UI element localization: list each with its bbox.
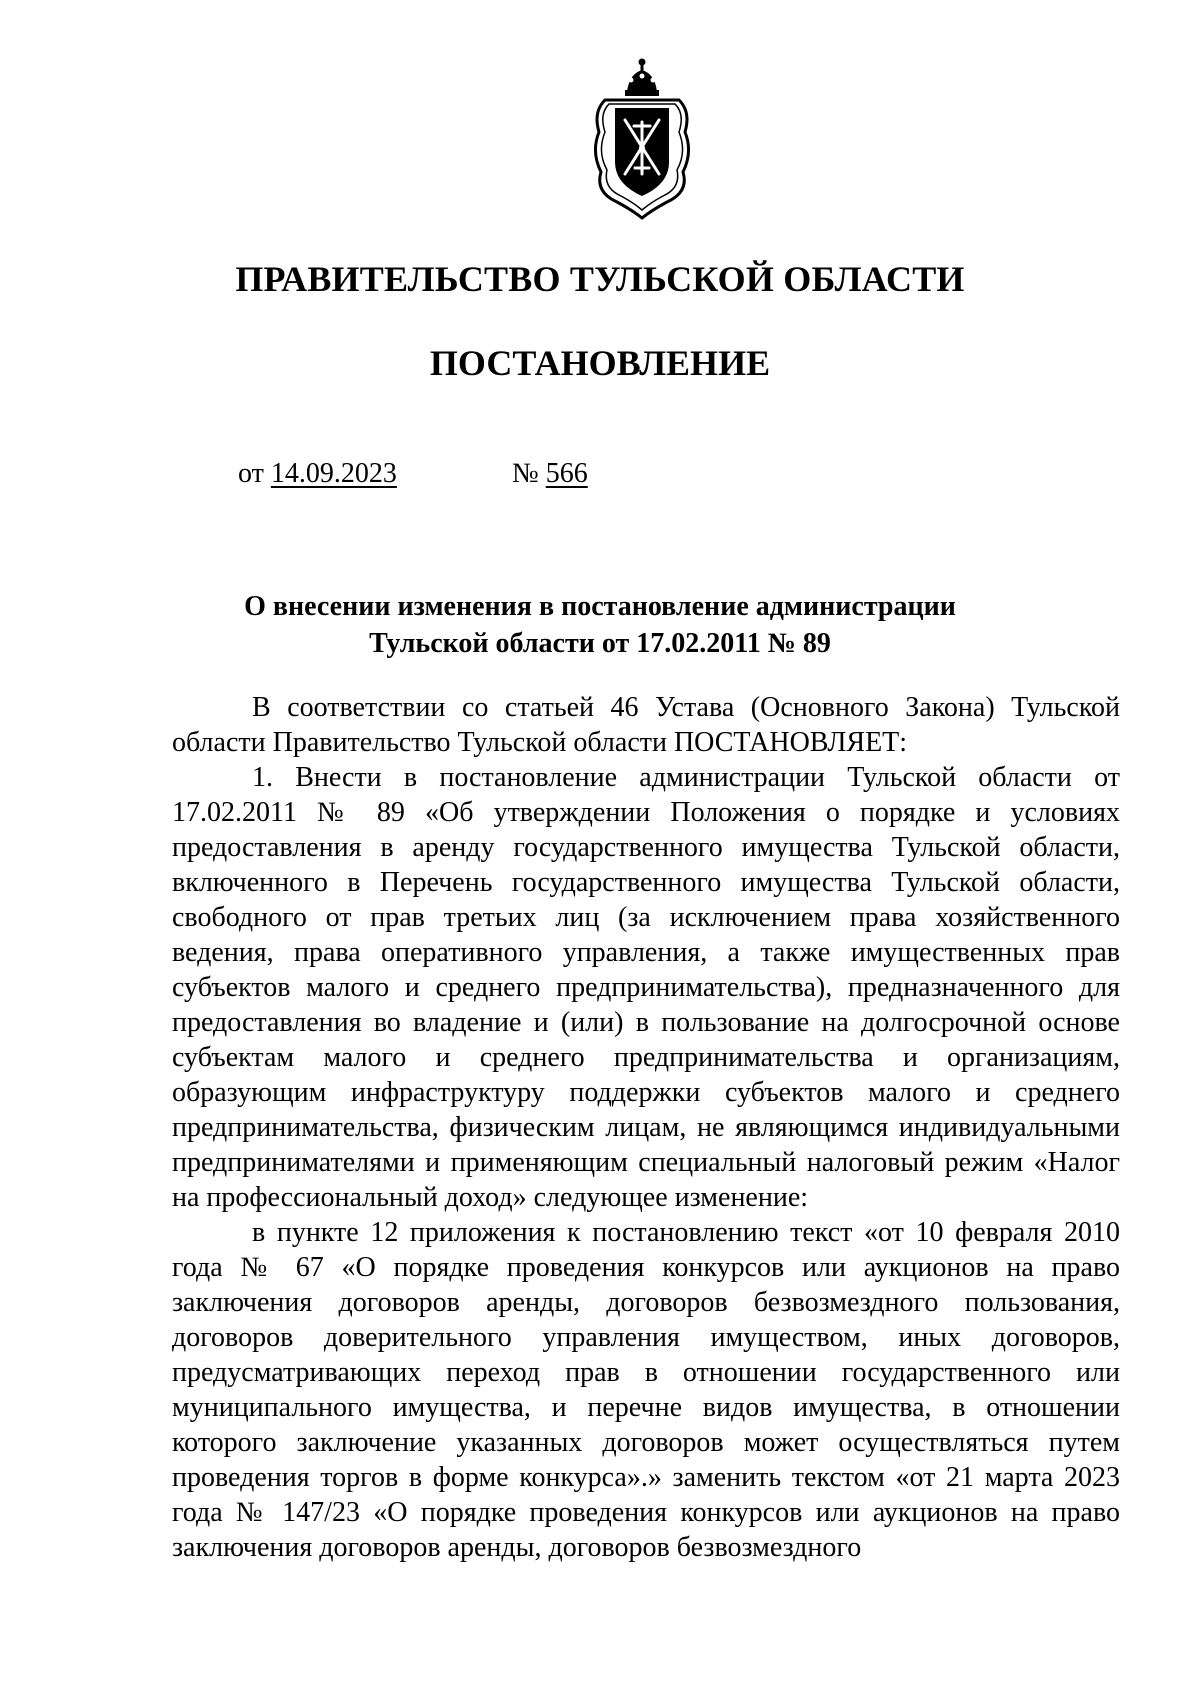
document-body	[172, 690, 1120, 1565]
document-type-title: ПОСТАНОВЛЕНИЕ	[429, 343, 771, 383]
document-number: 566	[545, 458, 588, 489]
subject-line-2: Тульской области от 17.02.2011 № 89	[369, 628, 831, 659]
coat-of-arms-emblem-icon	[587, 52, 697, 222]
document-date-line	[238, 458, 397, 490]
document-date: 14.09.2023	[270, 458, 397, 489]
document-subject	[0, 588, 1200, 662]
amendment-paragraph: в пункте 12 приложения к постановлению текст «от 10 февраля 2010 года № 67 «О порядке проведения конкурсов или аукционов на право заключения договоров аренды, договоров безвозмездного пользования, договоров доверительного управления имуществом, иных договоров, предусматривающих переход прав в отношении государственного или муниципального имущества, и перечне видов имущества, в отношении которого заключение указанных договоров может осуществляться путем проведения торгов в форме конкурса».» заменить текстом «от 21 марта 2023 года № 147/23 «О порядке проведения конкурсов или аукционов на право заключения договоров аренды, договоров безвозмездного	[172, 1217, 1120, 1563]
preamble-paragraph: В соответствии со статьей 46 Устава (Основного Закона) Тульской области Правительство Тульской области ПОСТАНОВЛЯЕТ:	[172, 692, 1120, 758]
subject-line-1: О внесении изменения в постановление администрации	[244, 591, 956, 622]
government-title: ПРАВИТЕЛЬСТВО ТУЛЬСКОЙ ОБЛАСТИ	[235, 259, 965, 299]
date-prefix: от	[238, 458, 264, 489]
number-prefix: №	[512, 458, 539, 489]
document-number-line	[512, 458, 588, 490]
clause-1-paragraph: 1. Внести в постановление администрации Тульской области от 17.02.2011 № 89 «Об утверждении Положения о порядке и условиях предоставления в аренду государственного имущества Тульской области, включенного в Перечень государственного имущества Тульской области, свободного от прав третьих лиц (за исключением права хозяйственного ведения, права оперативного управления, а также имущественных прав субъектов малого и среднего предпринимательства), предназначенного для предоставления во владение и (или) в пользование на долгосрочной основе субъектам малого и среднего предпринимательства и организациям, образующим инфраструктуру поддержки субъектов малого и среднего предпринимательства, физическим лицам, не являющимся индивидуальными предпринимателями и применяющим специальный налоговый режим «Налог на профессиональный доход» следующее изменение:	[172, 762, 1120, 1213]
